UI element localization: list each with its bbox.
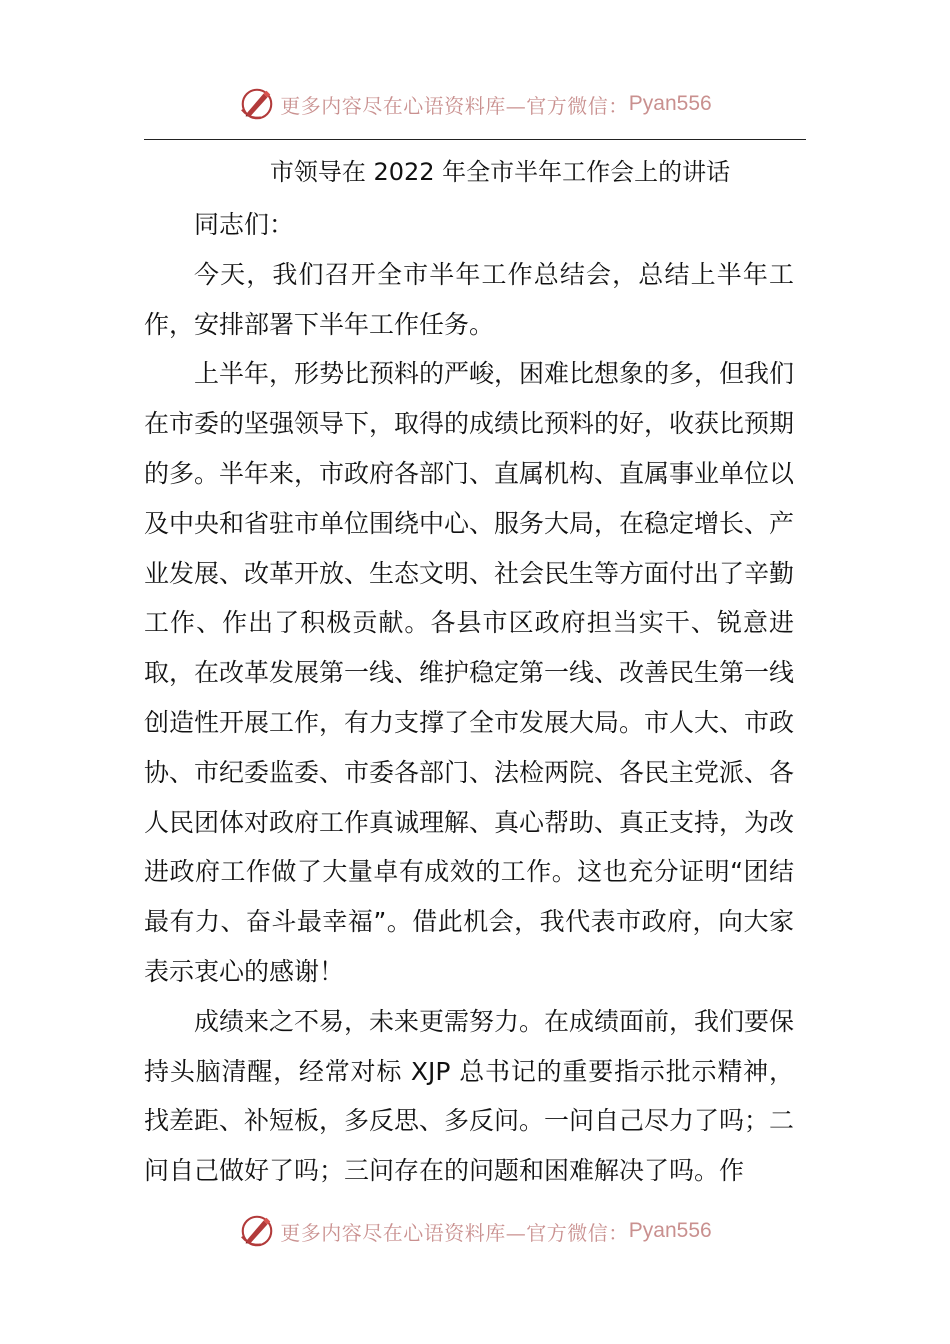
watermark-handle: Pyan556 <box>628 92 712 115</box>
paragraph: 上半年，形势比预料的严峻，困难比想象的多，但我们在市委的坚强领导下，取得的成绩比预料的好，收获比预期的多。半年来，市政府各部门、直属机构、直属事业单位以及中央和省驻市单位围绕中心、服务大局，在稳定增长、产业发展、改革开放、生态文明、社会民生等方面付出了辛勤工作、作出了积极贡献。各县市区政府担当实干、锐意进取，在改革发展第一线、维护稳定第一线、改善民生第一线创造性开展工作，有力支撑了全市发展大局。市人大、市政协、市纪委监委、市委各部门、法检两院、各民主党派、各人民团体对政府工作真诚理解、真心帮助、真正支持，为改进政府工作做了大量卓有成效的工作。这也充分证明“团结最有力、奋斗最幸福”。借此机会，我代表市政府，向大家表示衷心的感谢！ <box>144 359 795 986</box>
footer-watermark <box>0 1209 950 1253</box>
header-divider <box>144 139 806 140</box>
document-body <box>144 200 794 1196</box>
fountain-pen-logo-icon <box>238 85 276 123</box>
greeting: 同志们： <box>194 210 295 239</box>
fountain-pen-logo-icon <box>238 1212 276 1250</box>
watermark-handle: Pyan556 <box>628 1219 712 1242</box>
watermark-text: 更多内容尽在心语资料库—官方微信： <box>280 93 629 118</box>
watermark-text: 更多内容尽在心语资料库—官方微信： <box>280 1220 629 1245</box>
header-watermark <box>0 82 950 126</box>
paragraph: 成绩来之不易，未来更需努力。在成绩面前，我们要保持头脑清醒，经常对标 XJP 总书记的重要指示批示精神，找差距、补短板，多反思、多反问。一问自己尽力了吗；二问自己做好了吗；三问存在的问题和困难解决了吗。作 <box>144 1006 795 1186</box>
paragraph: 今天，我们召开全市半年工作总结会，总结上半年工作，安排部署下半年工作任务。 <box>144 259 794 339</box>
document-title: 市领导在 2022 年全市半年工作会上的讲话 <box>269 158 731 186</box>
